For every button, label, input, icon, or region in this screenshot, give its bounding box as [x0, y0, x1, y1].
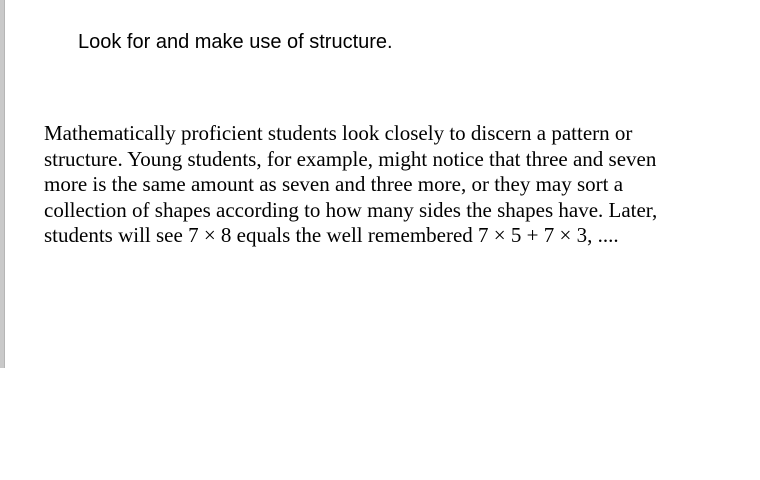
body-paragraph [44, 121, 734, 249]
paragraph-line: students will see 7 × 8 equals the well remembered 7 × 5 + 7 × 3, .... [44, 223, 619, 247]
paragraph-line: structure. Young students, for example, might notice that three and seven [44, 146, 657, 171]
paragraph-line: more is the same amount as seven and three more, or they may sort a [44, 172, 624, 196]
paragraph-line: collection of shapes according to how many sides the shapes have. Later, [44, 197, 658, 222]
slide-heading: Look for and make use of structure. [78, 31, 393, 53]
left-edge-bar [0, 0, 5, 368]
paragraph-line: Mathematically proficient students look closely to discern a pattern or [44, 121, 633, 145]
